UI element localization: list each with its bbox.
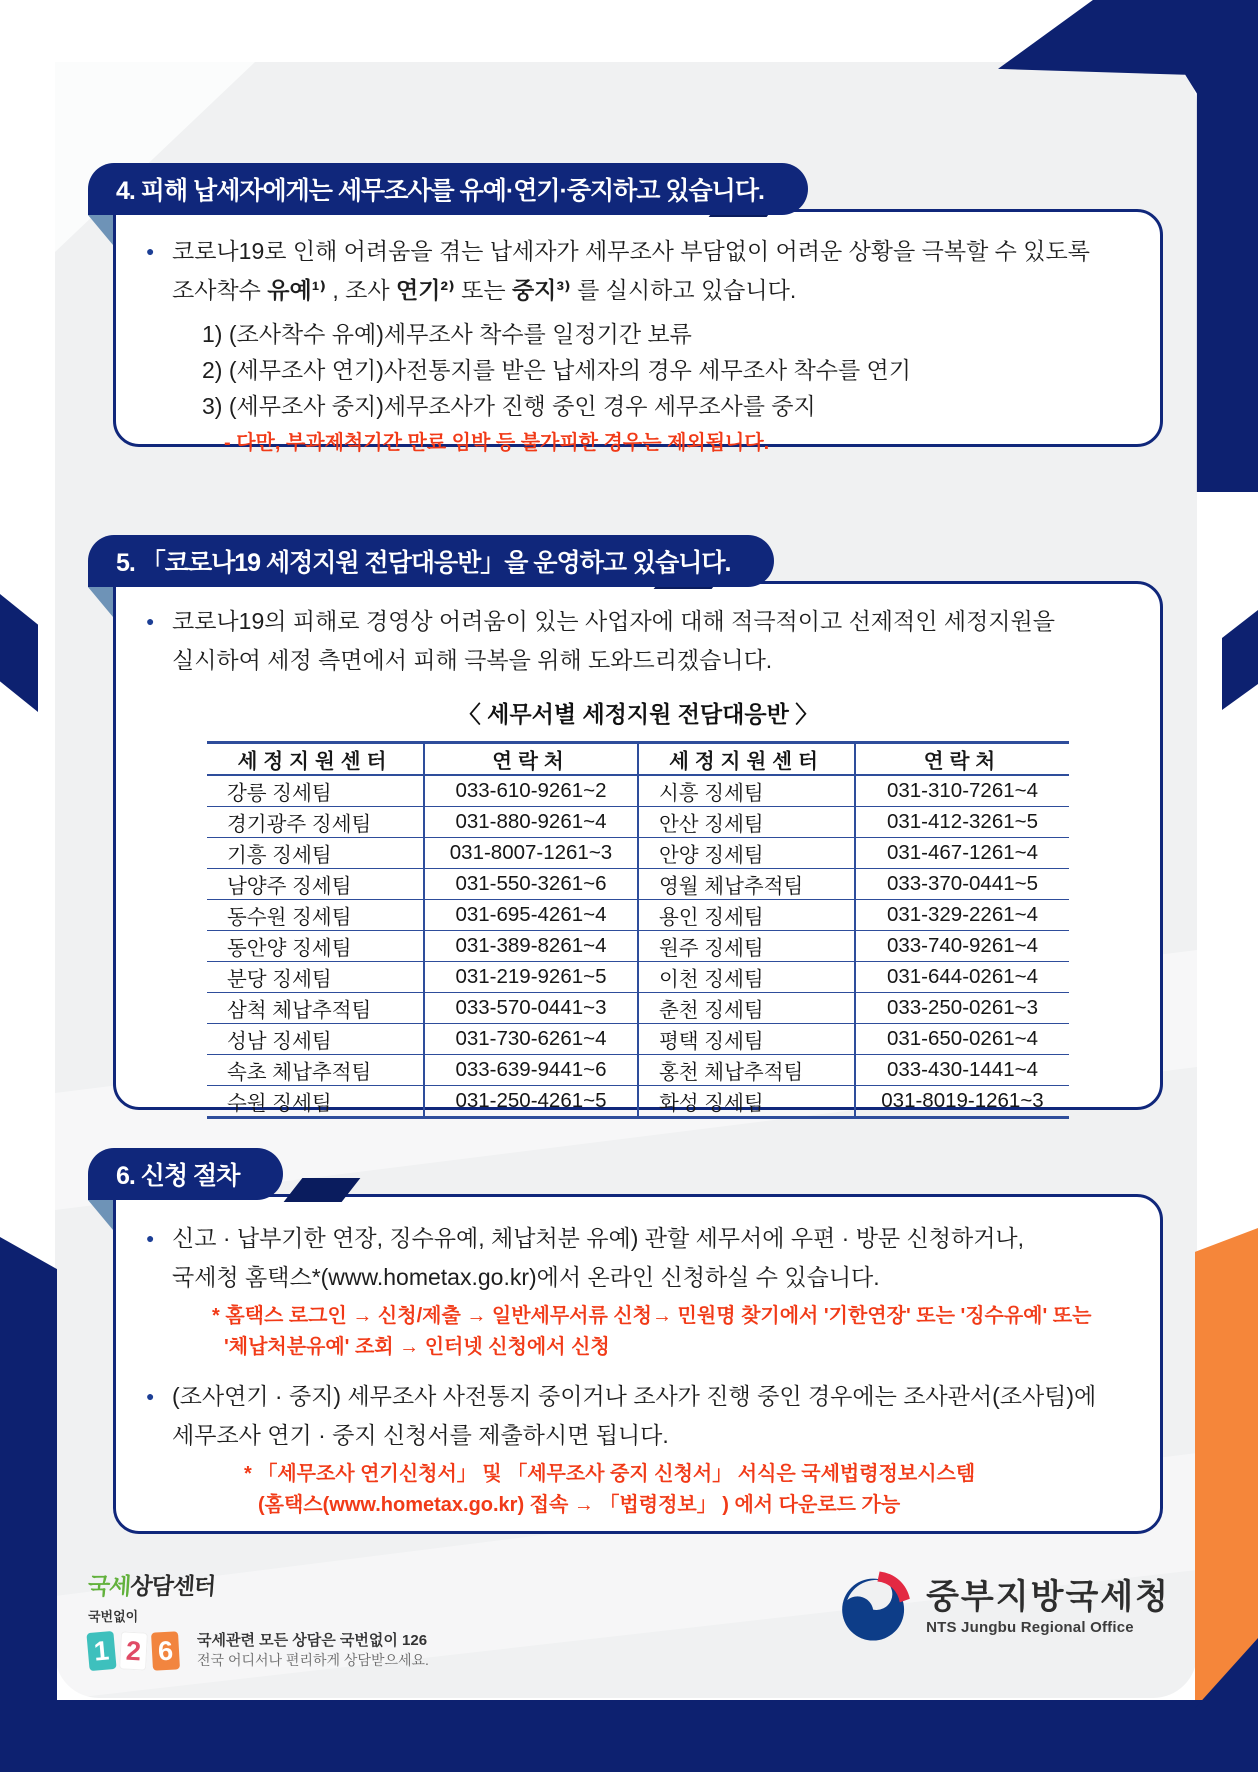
phone-cell: 033-740-9261~4	[855, 931, 1069, 962]
team-cell: 시흥 징세팀	[638, 775, 855, 807]
table-row	[207, 775, 1069, 807]
team-cell: 용인 징세팀	[638, 900, 855, 931]
phone-cell: 031-467-1261~4	[855, 838, 1069, 869]
bottom-right-orange-band	[1195, 1228, 1258, 1706]
organization-name-english: NTS Jungbu Regional Office	[926, 1618, 1134, 1636]
table-row	[207, 838, 1069, 869]
section-5-box	[113, 581, 1163, 1115]
section-5-intro-line-2: 실시하여 세정 측면에서 피해 극복을 위해 도와드리겠습니다.	[172, 647, 773, 673]
team-cell: 홍천 체납추적팀	[638, 1055, 855, 1086]
call-center-number-126	[88, 1632, 179, 1670]
digit-block: 2	[119, 1631, 148, 1670]
section-4-title: 4. 피해 납세자에게는 세무조사를 유예·연기·중지하고 있습니다.	[116, 177, 764, 205]
phone-cell: 033-430-1441~4	[855, 1055, 1069, 1086]
list-item: 1) (조사착수 유예)세무조사 착수를 일정기간 보류	[202, 321, 692, 347]
header-cell: 연락처	[855, 743, 1069, 776]
phone-cell: 031-8019-1261~3	[855, 1086, 1069, 1118]
section-4-intro-line-2: 조사착수 유예¹⁾ , 조사 연기²⁾ 또는 중지³⁾ 를 실시하고 있습니다.	[172, 277, 797, 303]
team-cell: 동수원 징세팀	[207, 900, 424, 931]
organization-names	[926, 1577, 1170, 1636]
section-6-red-note-1: * 홈택스 로그인 → 신청/제출 → 일반세무서류 신청→ 민원명 찾기에서 '기한연장' 또는 '징수유예' 또는 '체납처분유예' 조회 → 인터넷 신청에서 신청	[212, 1305, 1092, 1358]
list-item: 3) (세무조사 중지)세무조사가 진행 중인 경우 세무조사를 중지	[202, 393, 816, 419]
call-center-logo: 국세상담센터	[86, 1573, 217, 1599]
table-row	[207, 807, 1069, 838]
phone-cell: 031-650-0261~4	[855, 1024, 1069, 1055]
bullet-dot-icon: ●	[146, 613, 155, 629]
team-cell: 안산 징세팀	[638, 807, 855, 838]
section-4-red-note: - 다만, 부과제척기간 만료 임박 등 불가피한 경우는 제외됩니다.	[224, 432, 770, 454]
support-table-title: 〈 세무서별 세정지원 전담대응반 〉	[457, 701, 819, 727]
table-row	[207, 900, 1069, 931]
team-cell: 경기광주 징세팀	[207, 807, 424, 838]
table-header-row	[207, 743, 1069, 776]
team-cell: 기흥 징세팀	[207, 838, 424, 869]
section-6-title: 6. 신청 절차	[116, 1162, 240, 1190]
footer	[88, 1568, 1170, 1670]
team-cell: 춘천 징세팀	[638, 993, 855, 1024]
organization-name-korean: 중부지방국세청	[926, 1577, 1170, 1616]
section-4-item-list	[146, 316, 1130, 424]
table-row	[207, 931, 1069, 962]
section-6-bullet-1-line-1: ● 신고 · 납부기한 연장, 징수유예, 체납처분 유예) 관할 세무서에 우편 · 방문 신청하거나,	[146, 1219, 1130, 1258]
phone-cell: 033-639-9441~6	[424, 1055, 638, 1086]
call-center-row	[88, 1631, 429, 1670]
list-item: 2) (세무조사 연기)사전통지를 받은 납세자의 경우 세무조사 착수를 연기	[202, 357, 911, 383]
team-cell: 강릉 징세팀	[207, 775, 424, 807]
section-6-bullet-2-line-2: 세무조사 연기 · 중지 신청서를 제출하시면 됩니다.	[172, 1422, 669, 1448]
phone-cell: 031-310-7261~4	[855, 775, 1069, 807]
phone-cell: 031-389-8261~4	[424, 931, 638, 962]
phone-cell: 033-610-9261~2	[424, 775, 638, 807]
phone-cell: 031-219-9261~5	[424, 962, 638, 993]
bullet-dot-icon: ●	[146, 1388, 155, 1404]
section-4-header	[88, 163, 808, 215]
team-cell: 안양 징세팀	[638, 838, 855, 869]
digit-block: 1	[86, 1630, 116, 1670]
team-cell: 이천 징세팀	[638, 962, 855, 993]
bullet-dot-icon: ●	[146, 1230, 155, 1246]
section-6-red-note-2: * 「세무조사 연기신청서」 및 「세무조사 중지 신청서」 서식은 국세법령정보시스템 (홈택스(www.hometax.go.kr) 접속 → 「법령정보」 ) 에서 다운로드 가능	[244, 1463, 976, 1516]
phone-cell: 031-8007-1261~3	[424, 838, 638, 869]
section-5-title: 5. 「코로나19 세정지원 전담대응반」을 운영하고 있습니다.	[116, 549, 731, 577]
section-6-bullet-2-line-1: ● (조사연기 · 중지) 세무조사 사전통지 중이거나 조사가 진행 중인 경우에는 조사관서(조사팀)에	[146, 1377, 1130, 1416]
table-row	[207, 1024, 1069, 1055]
team-cell: 성남 징세팀	[207, 1024, 424, 1055]
bottom-left-navy-band	[0, 1237, 57, 1772]
section-6-box	[113, 1194, 1163, 1534]
team-cell: 남양주 징세팀	[207, 869, 424, 900]
phone-cell: 031-730-6261~4	[424, 1024, 638, 1055]
section-6-bullet-1-line-2: 국세청 홈택스*(www.hometax.go.kr)에서 온라인 신청하실 수 있습니다.	[172, 1264, 880, 1290]
phone-cell: 033-250-0261~3	[855, 993, 1069, 1024]
team-cell: 원주 징세팀	[638, 931, 855, 962]
left-edge-navy-wedge	[0, 594, 38, 712]
bullet-dot-icon: ●	[146, 243, 155, 259]
section-4-box	[113, 209, 1163, 454]
table-row	[207, 869, 1069, 900]
digit-block: 6	[151, 1631, 180, 1670]
section-6-header	[88, 1148, 283, 1200]
team-cell: 속초 체납추적팀	[207, 1055, 424, 1086]
section-5-header	[88, 535, 774, 587]
bottom-navy-strip	[0, 1700, 1258, 1772]
team-cell: 영월 체납추적팀	[638, 869, 855, 900]
call-center-description: 국세관련 모든 상담은 국번없이 126 전국 어디서나 편리하게 상담받으세요.	[197, 1632, 429, 1668]
call-center-prefix: 국번없이	[88, 1609, 139, 1624]
team-cell: 평택 징세팀	[638, 1024, 855, 1055]
team-cell: 삼척 체납추적팀	[207, 993, 424, 1024]
phone-cell: 031-880-9261~4	[424, 807, 638, 838]
phone-cell: 031-250-4261~5	[424, 1086, 638, 1118]
header-cell: 세정지원센터	[638, 743, 855, 776]
government-emblem-icon	[840, 1570, 912, 1642]
call-center-block	[88, 1568, 429, 1670]
phone-cell: 033-370-0441~5	[855, 869, 1069, 900]
support-team-table	[207, 741, 1069, 1119]
phone-cell: 031-329-2261~4	[855, 900, 1069, 931]
right-edge-navy-wedge	[1222, 610, 1258, 710]
phone-cell: 033-570-0441~3	[424, 993, 638, 1024]
phone-cell: 031-550-3261~6	[424, 869, 638, 900]
organization-block	[840, 1570, 1170, 1642]
header-cell: 세정지원센터	[207, 743, 424, 776]
team-cell: 화성 징세팀	[638, 1086, 855, 1118]
section-4-intro-line-1: ● 코로나19로 인해 어려움을 겪는 납세자가 세무조사 부담없이 어려운 상황을 극복할 수 있도록	[146, 232, 1130, 271]
table-row	[207, 993, 1069, 1024]
table-row	[207, 1086, 1069, 1118]
team-cell: 동안양 징세팀	[207, 931, 424, 962]
table-row	[207, 1055, 1069, 1086]
phone-cell: 031-644-0261~4	[855, 962, 1069, 993]
section-5-intro-line-1: ● 코로나19의 피해로 경영상 어려움이 있는 사업자에 대해 적극적이고 선제적인 세정지원을	[146, 602, 1130, 641]
team-cell: 수원 징세팀	[227, 1092, 332, 1115]
header-cell: 연락처	[424, 743, 638, 776]
team-cell: 분당 징세팀	[207, 962, 424, 993]
phone-cell: 031-412-3261~5	[855, 807, 1069, 838]
table-row	[207, 962, 1069, 993]
phone-cell: 031-695-4261~4	[424, 900, 638, 931]
